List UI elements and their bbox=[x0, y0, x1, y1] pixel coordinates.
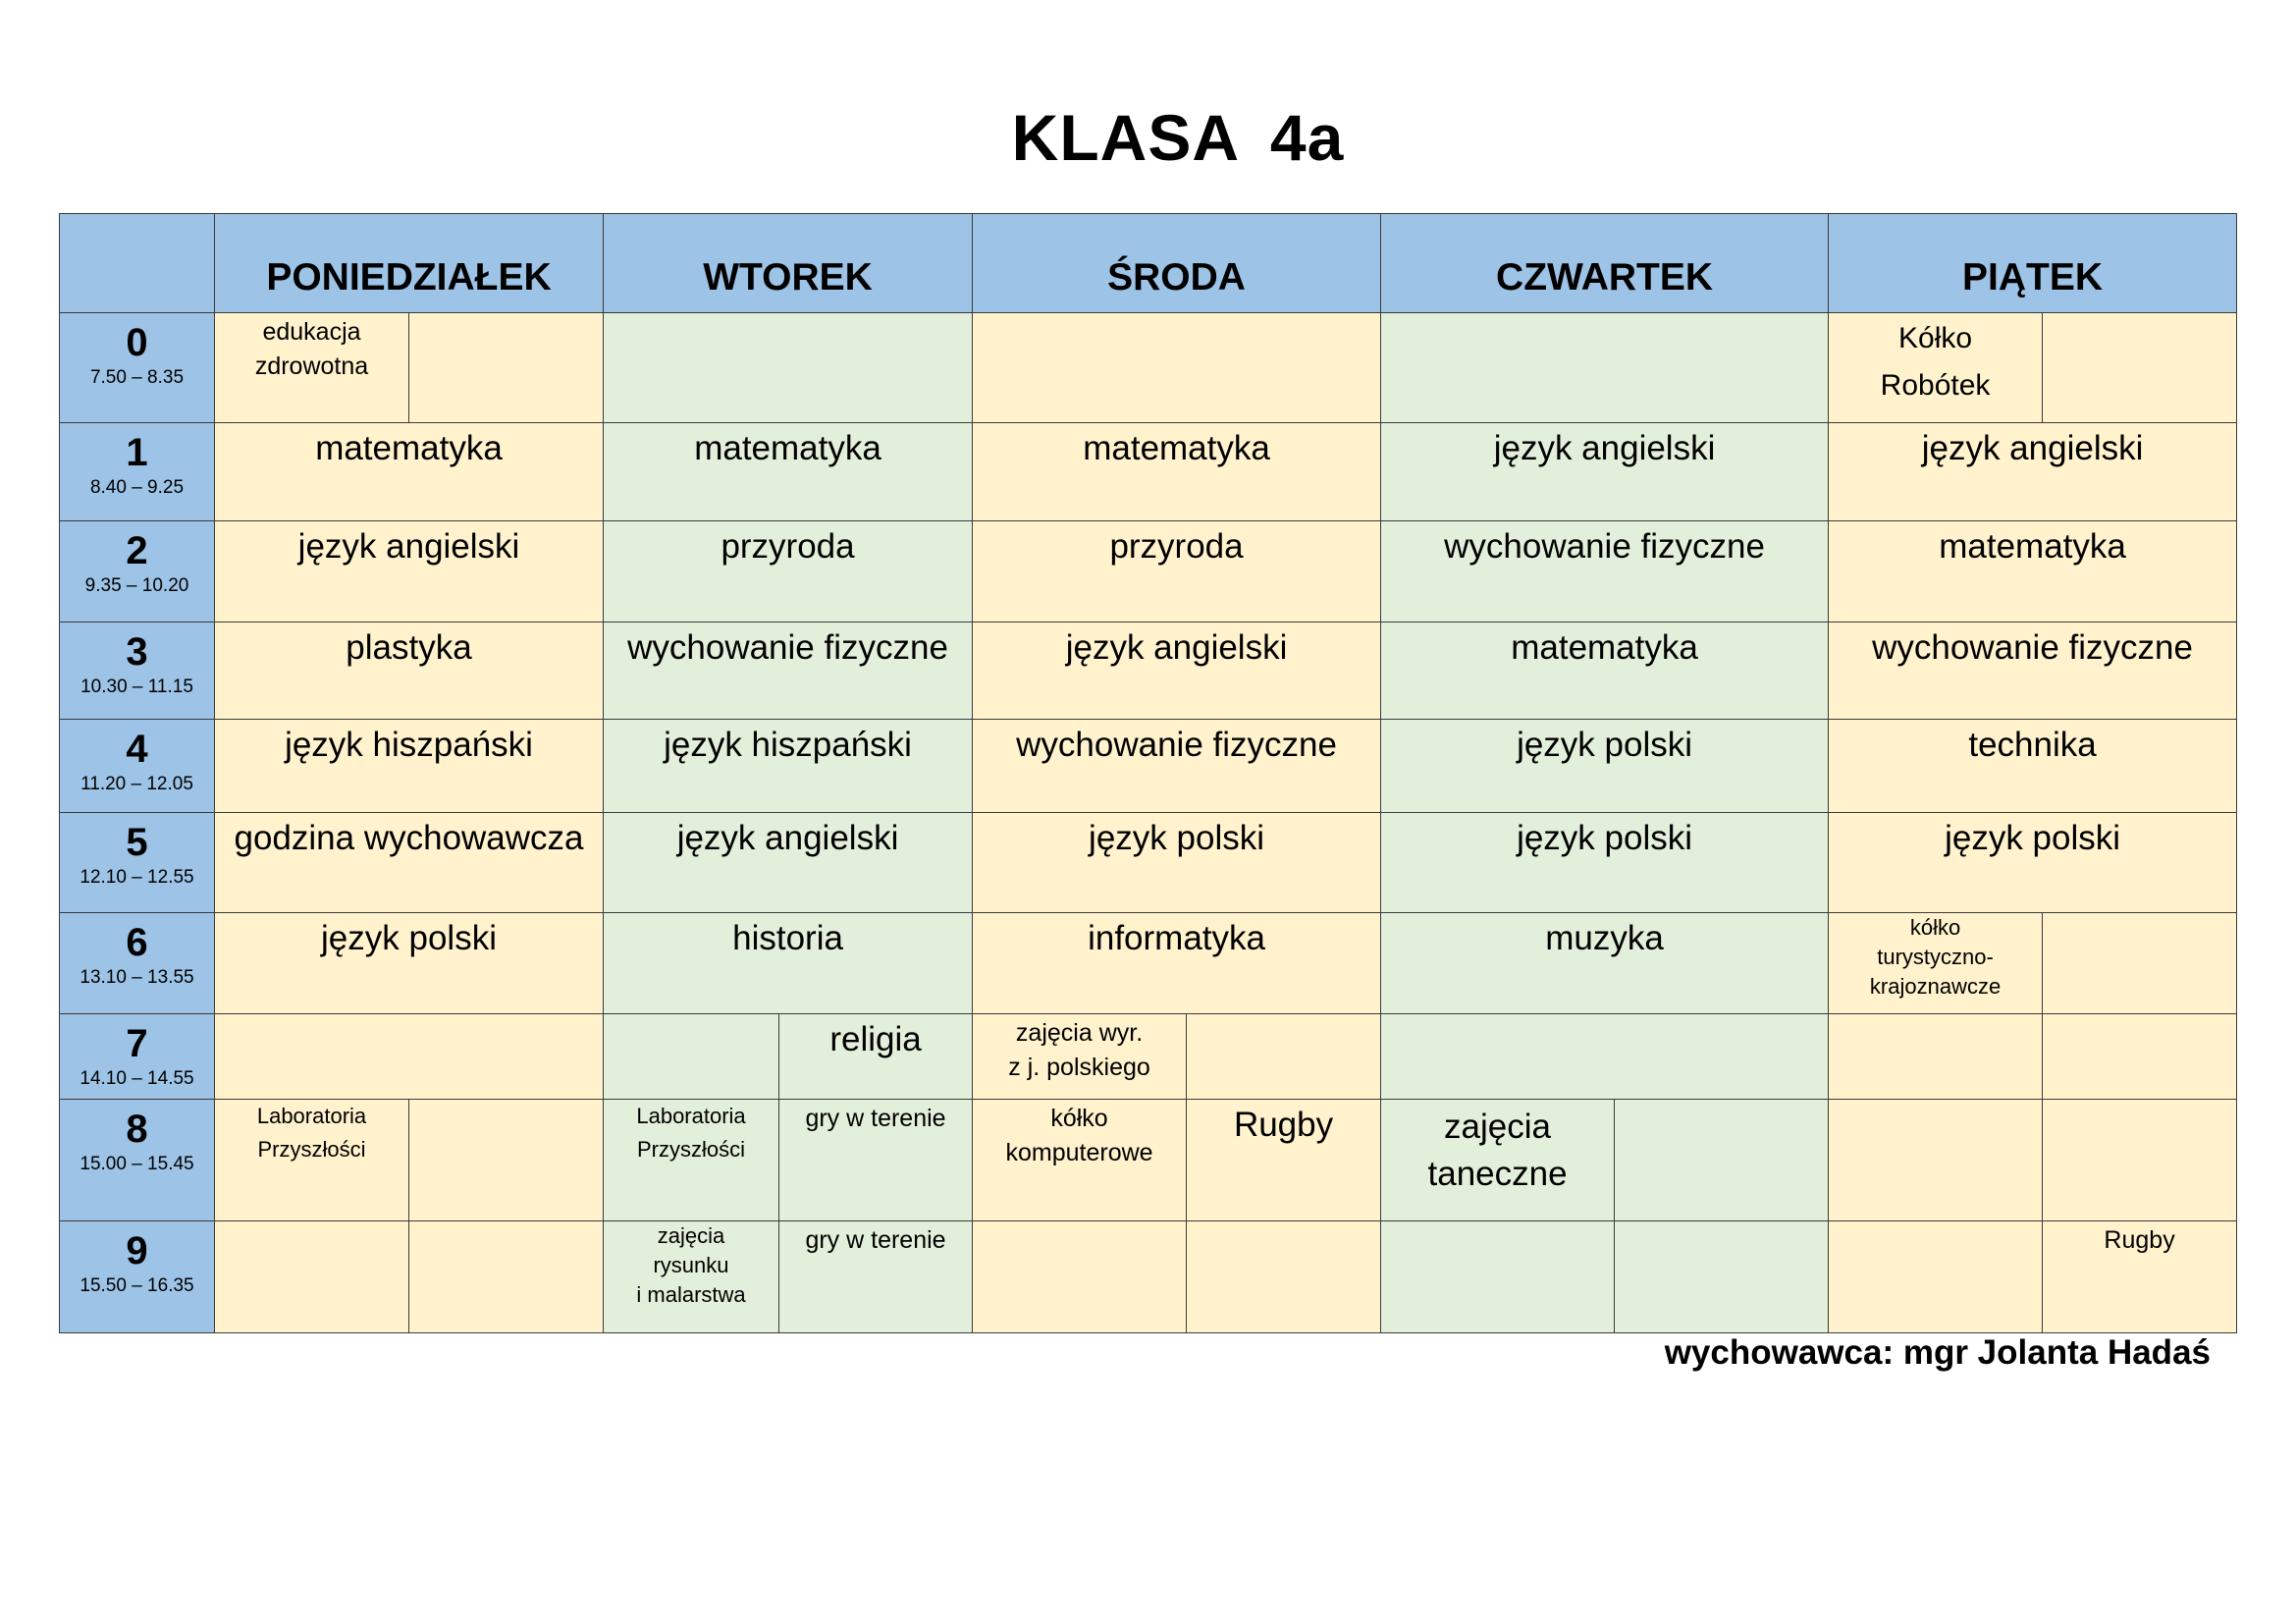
lesson-tue-9b: gry w terenie bbox=[779, 1221, 973, 1333]
lesson-mon-8b bbox=[409, 1100, 604, 1221]
lesson-tue-4: język hiszpański bbox=[604, 720, 973, 813]
lesson-mon-4: język hiszpański bbox=[215, 720, 604, 813]
lesson-fri-0a: Kółko Robótek bbox=[1829, 313, 2043, 423]
lesson-fri-7b bbox=[2043, 1014, 2237, 1100]
day-header-friday: PIĄTEK bbox=[1829, 214, 2237, 313]
period-time: 11.20 – 12.05 bbox=[80, 774, 193, 794]
lesson-fri-8a bbox=[1829, 1100, 2043, 1221]
period-number: 4 bbox=[126, 728, 148, 771]
lesson-fri-5: język polski bbox=[1829, 813, 2237, 913]
lesson-wed-1: matematyka bbox=[973, 423, 1381, 521]
period-row-5 bbox=[60, 813, 2237, 913]
lesson-mon-6: język polski bbox=[215, 913, 604, 1014]
lesson-mon-3: plastyka bbox=[215, 623, 604, 720]
period-cell-9 bbox=[60, 1221, 215, 1333]
period-cell-2 bbox=[60, 521, 215, 623]
lesson-thu-3: matematyka bbox=[1381, 623, 1829, 720]
header-row bbox=[60, 214, 2237, 313]
period-number: 0 bbox=[126, 321, 148, 364]
lesson-mon-7 bbox=[215, 1014, 604, 1100]
lesson-wed-0 bbox=[973, 313, 1381, 423]
lesson-fri-0b bbox=[2043, 313, 2237, 423]
lesson-thu-5: język polski bbox=[1381, 813, 1829, 913]
timetable bbox=[59, 213, 2237, 1333]
lesson-mon-8a: Laboratoria Przyszłości bbox=[215, 1100, 409, 1221]
lesson-tue-1: matematyka bbox=[604, 423, 973, 521]
lesson-tue-5: język angielski bbox=[604, 813, 973, 913]
lesson-fri-9a bbox=[1829, 1221, 2043, 1333]
period-row-1 bbox=[60, 423, 2237, 521]
period-row-9 bbox=[60, 1221, 2237, 1333]
lesson-wed-8b: Rugby bbox=[1187, 1100, 1381, 1221]
day-header-monday: PONIEDZIAŁEK bbox=[215, 214, 604, 313]
period-cell-5 bbox=[60, 813, 215, 913]
period-time: 15.50 – 16.35 bbox=[80, 1275, 194, 1296]
period-number: 2 bbox=[126, 529, 148, 572]
lesson-tue-7a bbox=[604, 1014, 779, 1100]
period-number: 5 bbox=[126, 821, 148, 864]
lesson-wed-7a: zajęcia wyr. z j. polskiego bbox=[973, 1014, 1187, 1100]
lesson-thu-0 bbox=[1381, 313, 1829, 423]
period-time: 15.00 – 15.45 bbox=[80, 1154, 194, 1174]
lesson-thu-8b bbox=[1615, 1100, 1829, 1221]
lesson-fri-2: matematyka bbox=[1829, 521, 2237, 623]
period-row-7 bbox=[60, 1014, 2237, 1100]
period-cell-8 bbox=[60, 1100, 215, 1221]
lesson-wed-3: język angielski bbox=[973, 623, 1381, 720]
lesson-fri-8b bbox=[2043, 1100, 2237, 1221]
period-time: 12.10 – 12.55 bbox=[80, 867, 194, 888]
period-time: 13.10 – 13.55 bbox=[80, 967, 194, 988]
lesson-tue-6: historia bbox=[604, 913, 973, 1014]
lesson-fri-4: technika bbox=[1829, 720, 2237, 813]
lesson-mon-2: język angielski bbox=[215, 521, 604, 623]
period-row-0 bbox=[60, 313, 2237, 423]
lesson-thu-9a bbox=[1381, 1221, 1615, 1333]
lesson-tue-8b: gry w terenie bbox=[779, 1100, 973, 1221]
day-header-thursday: CZWARTEK bbox=[1381, 214, 1829, 313]
period-cell-3 bbox=[60, 623, 215, 720]
period-number: 9 bbox=[126, 1229, 148, 1272]
period-number: 8 bbox=[126, 1108, 148, 1151]
period-number: 6 bbox=[126, 921, 148, 964]
lesson-wed-8a: kółko komputerowe bbox=[973, 1100, 1187, 1221]
lesson-tue-3: wychowanie fizyczne bbox=[604, 623, 973, 720]
period-row-6 bbox=[60, 913, 2237, 1014]
lesson-thu-9b bbox=[1615, 1221, 1829, 1333]
day-header-wednesday: ŚRODA bbox=[973, 214, 1381, 313]
lesson-fri-9b: Rugby bbox=[2043, 1221, 2237, 1333]
lesson-wed-9b bbox=[1187, 1221, 1381, 1333]
lesson-thu-6: muzyka bbox=[1381, 913, 1829, 1014]
period-time: 7.50 – 8.35 bbox=[89, 367, 185, 388]
period-cell-7 bbox=[60, 1014, 215, 1100]
lesson-wed-2: przyroda bbox=[973, 521, 1381, 623]
lesson-thu-4: język polski bbox=[1381, 720, 1829, 813]
lesson-fri-6b bbox=[2043, 913, 2237, 1014]
lesson-wed-9a bbox=[973, 1221, 1187, 1333]
lesson-mon-0a: edukacja zdrowotna bbox=[215, 313, 409, 423]
class-teacher-footer: wychowawca: mgr Jolanta Hadaś bbox=[1664, 1333, 2211, 1372]
lesson-wed-6: informatyka bbox=[973, 913, 1381, 1014]
lesson-thu-7 bbox=[1381, 1014, 1829, 1100]
lesson-wed-5: język polski bbox=[973, 813, 1381, 913]
lesson-tue-0 bbox=[604, 313, 973, 423]
period-cell-4 bbox=[60, 720, 215, 813]
lesson-wed-7b bbox=[1187, 1014, 1381, 1100]
period-number: 1 bbox=[126, 431, 148, 474]
period-number: 3 bbox=[126, 630, 148, 674]
period-row-4 bbox=[60, 720, 2237, 813]
lesson-fri-6a: kółko turystyczno- krajoznawcze bbox=[1829, 913, 2043, 1014]
lesson-mon-1: matematyka bbox=[215, 423, 604, 521]
lesson-mon-5: godzina wychowawcza bbox=[215, 813, 604, 913]
lesson-thu-8a: zajęcia taneczne bbox=[1381, 1100, 1615, 1221]
period-time: 10.30 – 11.15 bbox=[80, 677, 193, 697]
page-title: KLASA 4a bbox=[1011, 101, 1345, 174]
lesson-tue-2: przyroda bbox=[604, 521, 973, 623]
period-time: 8.40 – 9.25 bbox=[89, 477, 185, 498]
lesson-fri-1: język angielski bbox=[1829, 423, 2237, 521]
lesson-fri-7a bbox=[1829, 1014, 2043, 1100]
lesson-tue-9a: zajęcia rysunku i malarstwa bbox=[604, 1221, 779, 1333]
lesson-mon-9a bbox=[215, 1221, 409, 1333]
period-time: 9.35 – 10.20 bbox=[84, 575, 189, 596]
lesson-mon-9b bbox=[409, 1221, 604, 1333]
lesson-fri-3: wychowanie fizyczne bbox=[1829, 623, 2237, 720]
lesson-wed-4: wychowanie fizyczne bbox=[973, 720, 1381, 813]
corner-cell bbox=[60, 214, 215, 313]
lesson-tue-8a: Laboratoria Przyszłości bbox=[604, 1100, 779, 1221]
lesson-mon-0b bbox=[409, 313, 604, 423]
day-header-tuesday: WTOREK bbox=[604, 214, 973, 313]
period-cell-0 bbox=[60, 313, 215, 423]
lesson-thu-1: język angielski bbox=[1381, 423, 1829, 521]
period-cell-1 bbox=[60, 423, 215, 521]
period-row-8 bbox=[60, 1100, 2237, 1221]
lesson-thu-2: wychowanie fizyczne bbox=[1381, 521, 1829, 623]
lesson-tue-7b: religia bbox=[779, 1014, 973, 1100]
period-time: 14.10 – 14.55 bbox=[80, 1068, 194, 1089]
period-row-3 bbox=[60, 623, 2237, 720]
period-row-2 bbox=[60, 521, 2237, 623]
period-cell-6 bbox=[60, 913, 215, 1014]
period-number: 7 bbox=[126, 1022, 148, 1065]
